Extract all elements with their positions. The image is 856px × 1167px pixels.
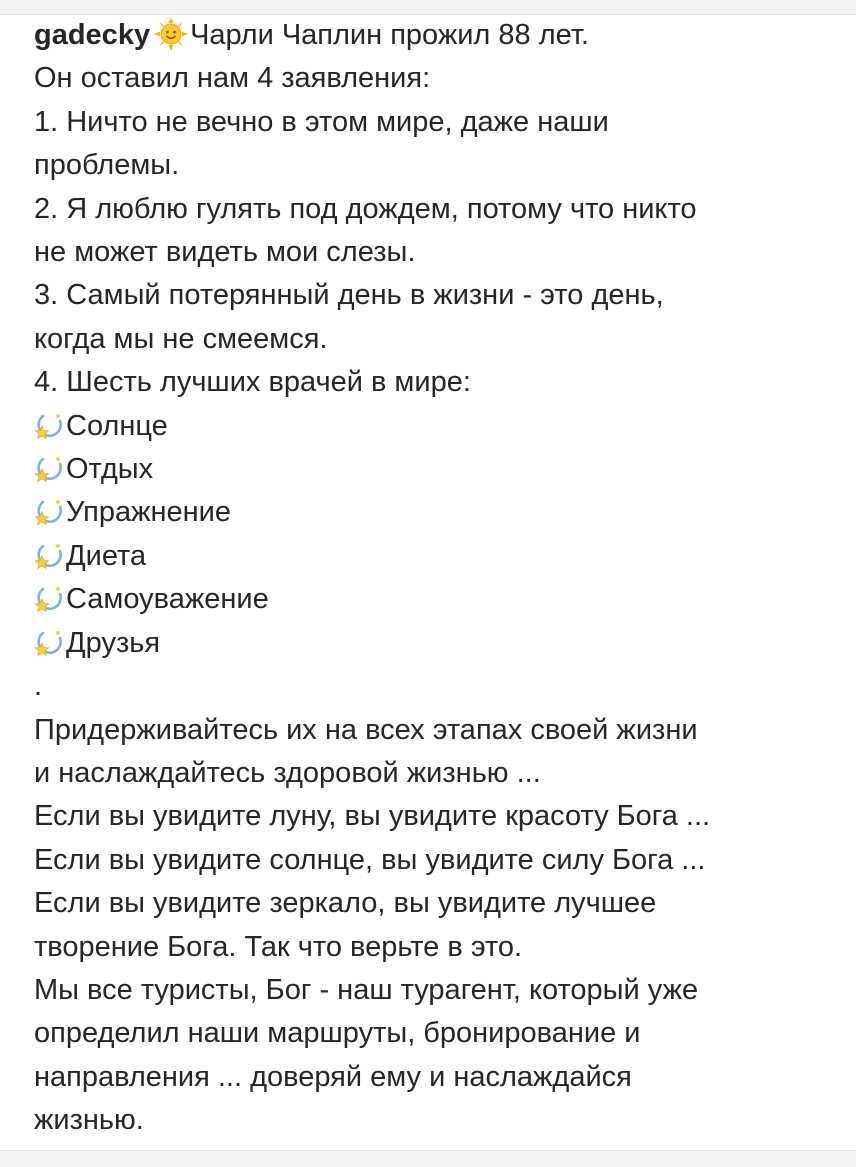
caption-line: Мы все туристы, Бог - наш турагент, который уже [34,973,699,1006]
doctor-label: Друзья [66,626,161,659]
doctor-label: Упражнение [66,496,231,529]
caption-line: не может видеть мои слезы. [34,236,416,269]
doctor-list-item [34,535,834,578]
doctor-list-item [34,622,834,665]
caption-first-sentence: Чарли Чаплин прожил 88 лет. [190,19,589,51]
caption-line: когда мы не смеемся. [34,322,328,355]
doctor-list-item [34,405,834,448]
dizzy-star-icon [34,454,64,484]
caption-line: Если вы увидите солнце, вы увидите силу Бога ... [34,843,706,876]
caption-line: Если вы увидите луну, вы увидите красоту Бога ... [34,800,711,833]
dizzy-star-icon [34,411,64,441]
caption-line: определил наши маршруты, бронирование и [34,1017,641,1050]
doctor-label: Самоуважение [66,583,269,616]
post-caption [34,14,834,1143]
doctor-label: Солнце [66,409,168,442]
doctor-list-item [34,448,834,491]
caption-line: творение Бога. Так что верьте в это. [34,930,523,963]
caption-line: направления ... доверяй ему и наслаждайся [34,1060,632,1093]
caption-line: 3. Самый потерянный день в жизни - это день, [34,279,664,312]
dizzy-star-icon [34,497,64,527]
doctor-list-item [34,578,834,621]
caption-first-line [34,14,834,57]
caption-line: 2. Я люблю гулять под дождем, потому что никто [34,192,697,225]
dizzy-star-icon [34,628,64,658]
doctor-label: Диета [66,539,147,572]
doctor-label: Отдых [66,453,154,486]
caption-line: Если вы увидите зеркало, вы увидите лучшее [34,887,657,920]
dizzy-star-icon [34,584,64,614]
sun-with-face-icon [154,17,188,51]
caption-line: жизнью. [34,1104,144,1137]
caption-line: Он оставил нам 4 заявления: [34,62,431,95]
caption-line: и наслаждайтесь здоровой жизнью ... [34,756,541,789]
caption-line: Придерживайтесь их на всех этапах своей жизни [34,713,698,746]
caption-line: 1. Ничто не вечно в этом мире, даже наши [34,105,609,138]
caption-line: проблемы. [34,149,180,182]
dizzy-star-icon [34,541,64,571]
top-divider-band [0,0,856,15]
bottom-divider-band [0,1150,856,1167]
caption-line: 4. Шесть лучших врачей в мире: [34,366,471,399]
caption-dot-separator: . [34,670,43,703]
doctor-list-item [34,491,834,534]
username-link[interactable]: gadecky [34,19,151,51]
